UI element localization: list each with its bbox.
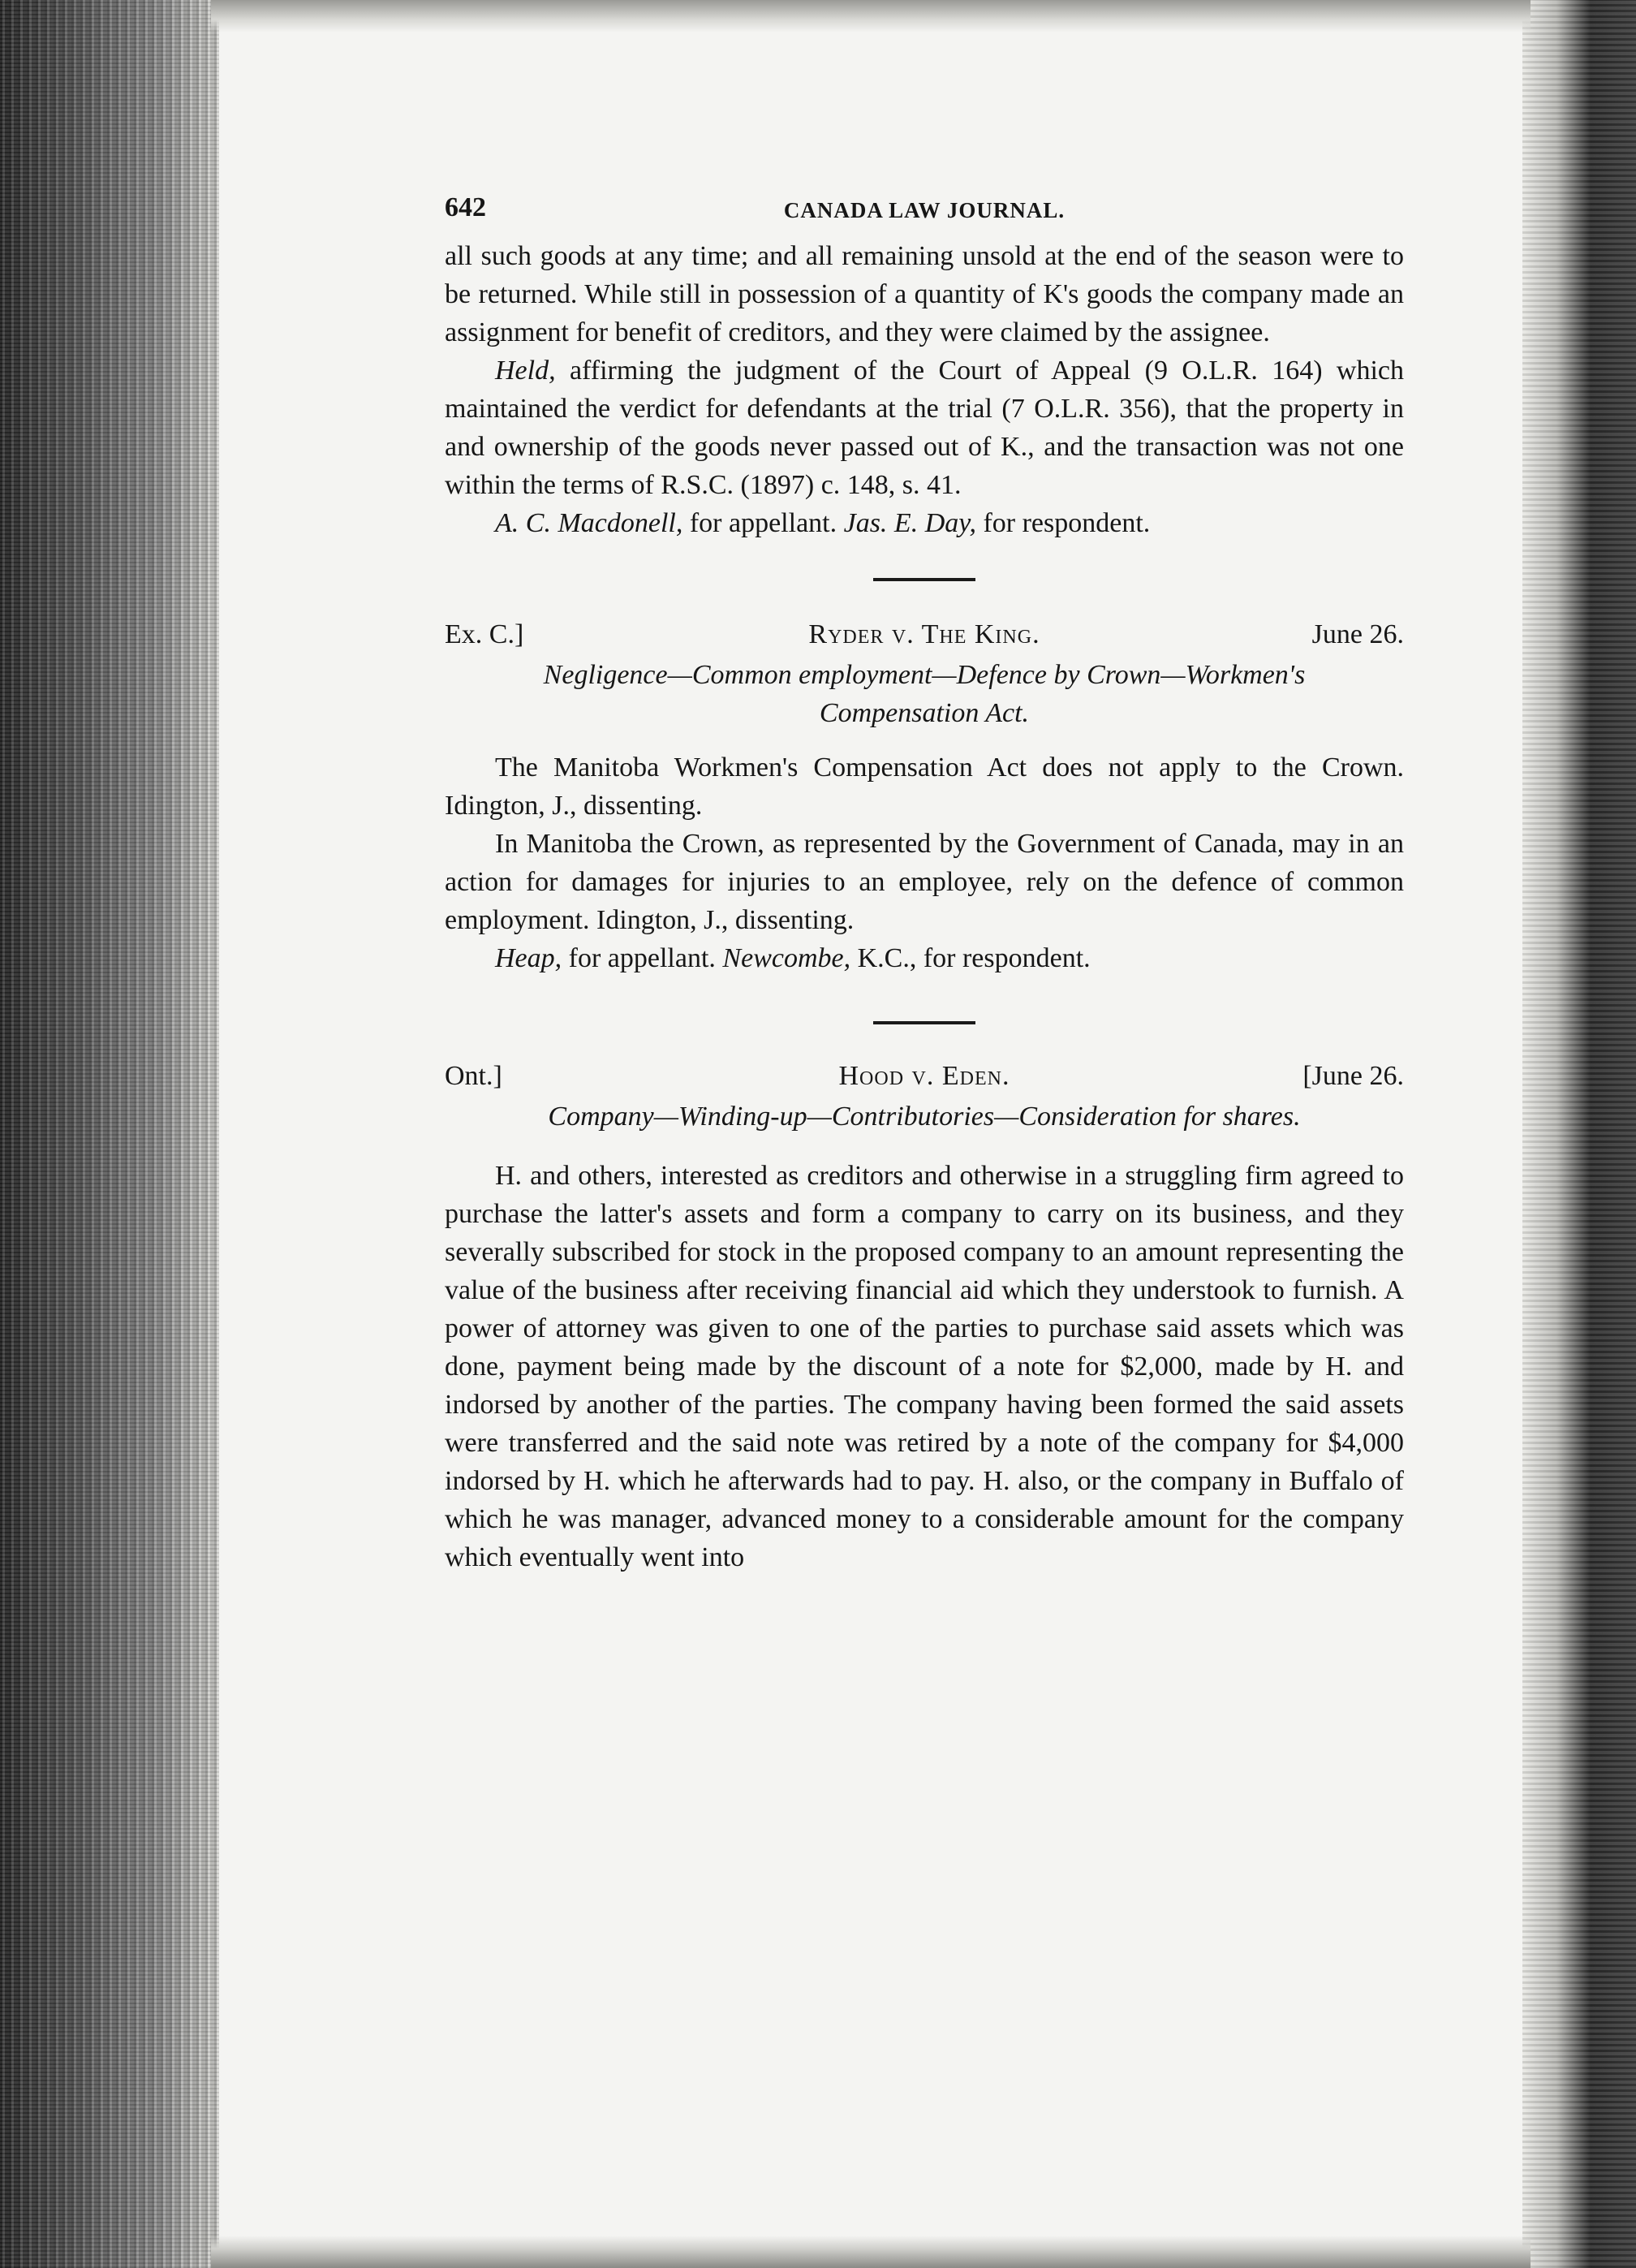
case3-heading [445,1057,1404,1097]
journal-title: CANADA LAW JOURNAL. [783,198,1066,222]
case3-name: Hood v. Eden. [838,1061,1010,1091]
scan-bottom-edge [211,2236,1531,2268]
case2-name: Ryder v. The King. [808,619,1040,649]
counsel-appellant-name: A. C. Macdonell, [495,508,683,538]
case2-counsel [445,939,1404,977]
case1-counsel [445,504,1404,542]
scan-top-edge [211,0,1531,32]
case-section-2 [445,615,1404,977]
counsel-appellant-name: Heap, [495,943,562,973]
section-divider [873,1021,975,1024]
section-divider [873,578,975,581]
case2-subject: Negligence—Common employment—Defence by Crown—Workmen's Compensation Act. [543,660,1306,728]
counsel-respondent-role: K.C., for respondent. [850,943,1091,973]
scan-right-edge [1522,0,1636,2268]
case2-court: Ex. C.] [445,619,524,649]
scan-left-edge [0,0,219,2268]
case1-paragraph: all such goods at any time; and all remaining unsold at the end of the season were to be returned. While still in possession of a quantity of K's goods the company made an assignment for benefit of creditors, and they were claimed by the assignee. [445,241,1404,347]
counsel-appellant-role: for appellant. [562,943,723,973]
case-section-1 [445,237,1404,542]
held-label: Held, [495,356,556,386]
page-number: 642 [445,192,486,222]
counsel-respondent-role: for respondent. [975,508,1151,538]
counsel-appellant-role: for appellant. [682,508,844,538]
case2-paragraph-1: The Manitoba Workmen's Compensation Act does not apply to the Crown. Idington, J., dissenting. [445,752,1404,821]
case2-date: June 26. [1311,619,1404,649]
case2-paragraph-2: In Manitoba the Crown, as represented by the Government of Canada, may in an action for damages for injuries to an employee, rely on the defence of common employment. Idington, J., dissenting. [445,829,1404,935]
case2-heading [445,615,1404,656]
case1-held [445,351,1404,504]
case3-subject: Company—Winding-up—Contributories—Consideration for shares. [548,1102,1301,1132]
case3-paragraph: H. and others, interested as creditors and otherwise in a struggling firm agreed to purchase the latter's assets and form a company to carry on its business, and they severally subscribed for stock in the proposed company to an amount representing the value of the business after receiving financial aid which they understook to furnish. A power of attorney was given to one of the parties to purchase said assets which was done, payment being made by the discount of a note for $2,000, made by H. and indorsed by another of the parties. The company having been formed the said assets were transferred and the said note was retired by a note of the company for $4,000 indorsed by H. which he afterwards had to pay. H. also, or the company in Buffalo of which he was manager, advanced money to a considerable amount for the company which eventually went into [445,1161,1404,1572]
case3-date: [June 26. [1302,1061,1404,1091]
journal-page [445,188,1404,1576]
page-header [445,188,1404,237]
counsel-respondent-name: Jas. E. Day, [843,508,976,538]
held-text: affirming the judgment of the Court of Appeal (9 O.L.R. 164) which maintained the verdict for defendants at the trial (7 O.L.R. 356), that the property in and ownership of the goods never passed out of K., and the transaction was not one within the terms of R.S.C. (1897) c. 148, s. 41. [445,356,1404,500]
case3-court: Ont.] [445,1061,502,1091]
case-section-3 [445,1057,1404,1576]
counsel-respondent-name: Newcombe, [722,943,851,973]
